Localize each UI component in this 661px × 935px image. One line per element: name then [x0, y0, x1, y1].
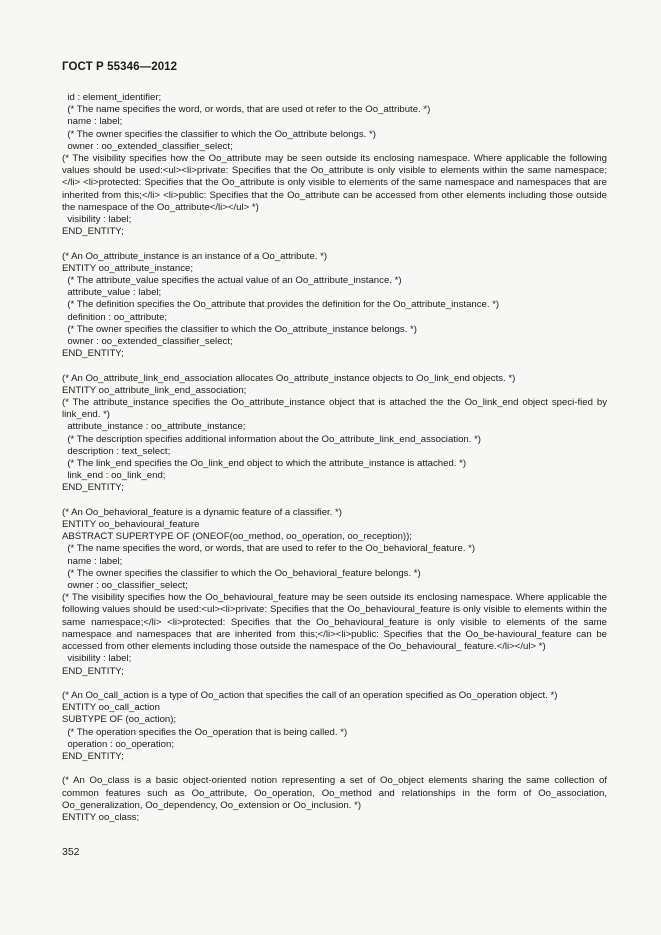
- text-line: (* The attribute_value specifies the actual value of an Oo_attribute_instance. *): [62, 275, 402, 287]
- text-line: (* An Oo_attribute_instance is an instance of a Oo_attribute. *): [62, 250, 328, 262]
- text-line: owner : oo_extended_classifier_select;: [62, 140, 233, 152]
- text-line: link_end : oo_link_end;: [62, 470, 166, 482]
- text-line: description : text_select;: [62, 445, 171, 457]
- text-line: (* The operation specifies the Oo_operation that is being called. *): [62, 726, 348, 738]
- text-line: (* The definition specifies the Oo_attribute that provides the definition for the Oo_attribute_instance. *): [62, 299, 500, 311]
- page-header: ГОСТ Р 55346—2012: [62, 61, 178, 73]
- text-line: (* The owner specifies the classifier to which the Oo_behavioral_feature belongs. *): [62, 567, 421, 579]
- text-line: END_ENTITY;: [62, 348, 124, 360]
- paragraph-gap: [62, 678, 607, 690]
- text-line: name : label;: [62, 555, 123, 567]
- text-line: owner : oo_classifier_select;: [62, 580, 188, 592]
- text-line: END_ENTITY;: [62, 482, 124, 494]
- text-paragraph: (* The visibility specifies how the Oo_behavioural_feature may be seen outside its enclosing namespace. Where applicable the following values should be used:<ul><li>private: Specifies that the Oo_behavioural_feature is only visible to elements within the same namespace;</li> <li>protected: Specifies that the Oo_behavioural_feature is only visible to elements of the same namespace and namespaces that are inherited from this;</li><li>public: Specifies that the Oo_be-havioural_feature can be accessed from other elements including those outside the namespace of the Oo_behavioural_ feature.</li></ul> *): [62, 592, 607, 653]
- text-line: attribute_value : label;: [62, 287, 162, 299]
- text-line: (* The name specifies the word, or words, that are used to refer to the Oo_behavioral_feature. *): [62, 543, 476, 555]
- text-line: (* An Oo_attribute_link_end_association allocates Oo_attribute_instance objects to Oo_link_end objects. *): [62, 372, 516, 384]
- text-paragraph: (* The visibility specifies how the Oo_attribute may be seen outside its enclosing namespace. Where applicable the following values should be used:<ul><li>private: Specifies that the Oo_attribute is only visible to elements within the same namespace;</li> <li>protected: Specifies that the Oo_attribute is only visible to elements of the same namespace and namespaces that are inherited from this;</li> <li>public: Specifies that the Oo_attribute can be accessed from other elements including those outside the namespace of the Oo_attribute</li></ul> *): [62, 153, 607, 213]
- text-line: definition : oo_attribute;: [62, 311, 168, 323]
- text-line: ENTITY oo_call_action: [62, 702, 160, 714]
- text-line: (* An Oo_call_action is a type of Oo_action that specifies the call of an operation specified as Oo_operation object. *): [62, 689, 558, 701]
- text-line: SUBTYPE OF (oo_action);: [62, 714, 177, 726]
- text-line: operation : oo_operation;: [62, 738, 175, 750]
- text-line: visibility : label;: [62, 214, 132, 226]
- text-line: (* The link_end specifies the Oo_link_end object to which the attribute_instance is attached. *): [62, 458, 467, 470]
- paragraph-gap: [62, 495, 607, 507]
- text-line: attribute_instance : oo_attribute_instance;: [62, 421, 246, 433]
- text-line: ABSTRACT SUPERTYPE OF (ONEOF(oo_method, oo_operation, oo_reception));: [62, 531, 412, 543]
- text-line: ENTITY oo_behavioural_feature: [62, 519, 200, 531]
- text-line: (* The owner specifies the classifier to which the Oo_attribute belongs. *): [62, 128, 376, 140]
- text-line: name : label;: [62, 116, 123, 128]
- text-line: END_ENTITY;: [62, 665, 124, 677]
- text-line: (* The owner specifies the classifier to which the Oo_attribute_instance belongs. *): [62, 323, 417, 335]
- text-line: END_ENTITY;: [62, 226, 124, 238]
- text-line: visibility : label;: [62, 653, 132, 665]
- paragraph-gap: [62, 763, 607, 775]
- text-line: (* The name specifies the word, or words, that are used ot refer to the Oo_attribute. *): [62, 104, 431, 116]
- text-line: ENTITY oo_attribute_link_end_association;: [62, 384, 247, 396]
- text-line: ENTITY oo_class;: [62, 811, 140, 823]
- text-paragraph: (* An Oo_class is a basic object-oriented notion representing a set of Oo_object elements sharing the same collection of common features such as Oo_attribute, Oo_operation, Oo_method and relationships in the form of Oo_association, Oo_generalization, Oo_dependency, Oo_extension or Oo_inclusion. *): [62, 775, 607, 811]
- text-line: END_ENTITY;: [62, 750, 124, 762]
- text-line: ENTITY oo_attribute_instance;: [62, 262, 194, 274]
- page-number: 352: [62, 846, 80, 858]
- text-line: (* An Oo_behavioral_feature is a dynamic feature of a classifier. *): [62, 506, 342, 518]
- text-paragraph: (* The attribute_instance specifies the Oo_attribute_instance object that is attached the the Oo_link_end object speci-fied by link_end. *): [62, 397, 607, 421]
- text-line: (* The description specifies additional information about the Oo_attribute_link_end_association. *): [62, 433, 482, 445]
- document-body: [62, 92, 607, 824]
- text-line: id : element_identifier;: [62, 92, 162, 103]
- text-line: owner : oo_extended_classifier_select;: [62, 336, 233, 348]
- paragraph-gap: [62, 360, 607, 372]
- paragraph-gap: [62, 238, 607, 250]
